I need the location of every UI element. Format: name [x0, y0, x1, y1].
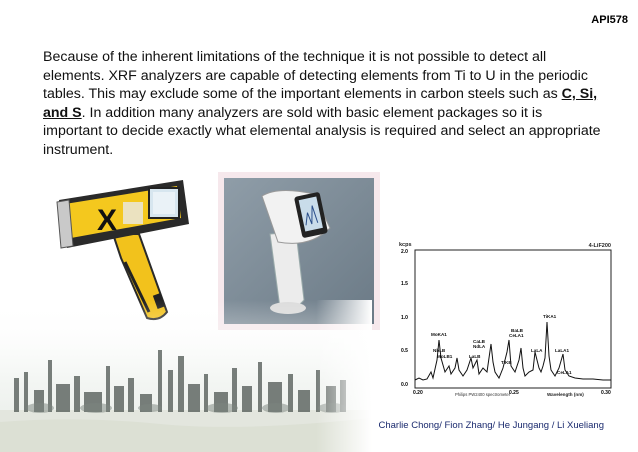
- y-tick-1-5: 1.5: [401, 281, 408, 287]
- body-paragraph: [43, 48, 603, 160]
- y-tick-0: 0.0: [401, 382, 408, 388]
- peak-label: TiKA1: [543, 314, 557, 319]
- x-tick-0-25: 0.25: [509, 390, 519, 396]
- peak-label: CeLA1: [557, 370, 572, 375]
- y-tick-1: 1.0: [401, 315, 408, 321]
- peak-label: TiKB: [501, 360, 512, 365]
- peak-label: BaLB: [511, 328, 523, 333]
- paragraph-emphasis: C, Si, and S: [43, 86, 598, 121]
- peak-label: CaLB: [473, 339, 485, 344]
- y-tick-0-5: 0.5: [401, 348, 408, 354]
- spectrum-y-unit: kcps: [399, 242, 412, 248]
- document-code: API578: [591, 14, 628, 26]
- spectrometer-label: Philips PW2400 spectrometer: [455, 392, 511, 397]
- peak-label: LaLA: [531, 348, 543, 353]
- y-tick-2: 2.0: [401, 249, 408, 255]
- xrf-spectrum-image: [397, 240, 617, 398]
- peak-label: MoLB1: [437, 354, 453, 359]
- x-tick-0-30: 0.30: [601, 390, 611, 396]
- peak-label: LaLB: [469, 354, 481, 359]
- peak-label: CeLA1: [509, 333, 524, 338]
- paragraph-text-before: Because of the inherent limitations of the technique it is not possible to detect all elements. XRF analyzers are capable of detecting elements from Ti to U in the periodic tables. This may exclude some of the important elements in carbon steels such as: [43, 49, 588, 103]
- peak-label: NdLA: [473, 344, 486, 349]
- peak-label: NbLB: [433, 348, 446, 353]
- spectrum-header-right: 4-LiF200: [588, 243, 611, 249]
- device-label-x: X: [97, 204, 118, 237]
- author-credit: Charlie Chong/ Fion Zhang/ He Jungang / Li Xueliang: [378, 420, 604, 431]
- spectrum-x-unit: Wavelength (nm): [547, 392, 584, 397]
- paragraph-text-after: . In addition many analyzers are sold with basic element packages so it is important to decide exactly what elemental analysis is required and select an appropriate instrument.: [43, 104, 601, 158]
- refinery-skyline-image: [0, 300, 372, 452]
- peak-label: MoKA1: [431, 332, 447, 337]
- x-tick-0-20: 0.20: [413, 390, 423, 396]
- peak-label: LaLA1: [555, 348, 570, 353]
